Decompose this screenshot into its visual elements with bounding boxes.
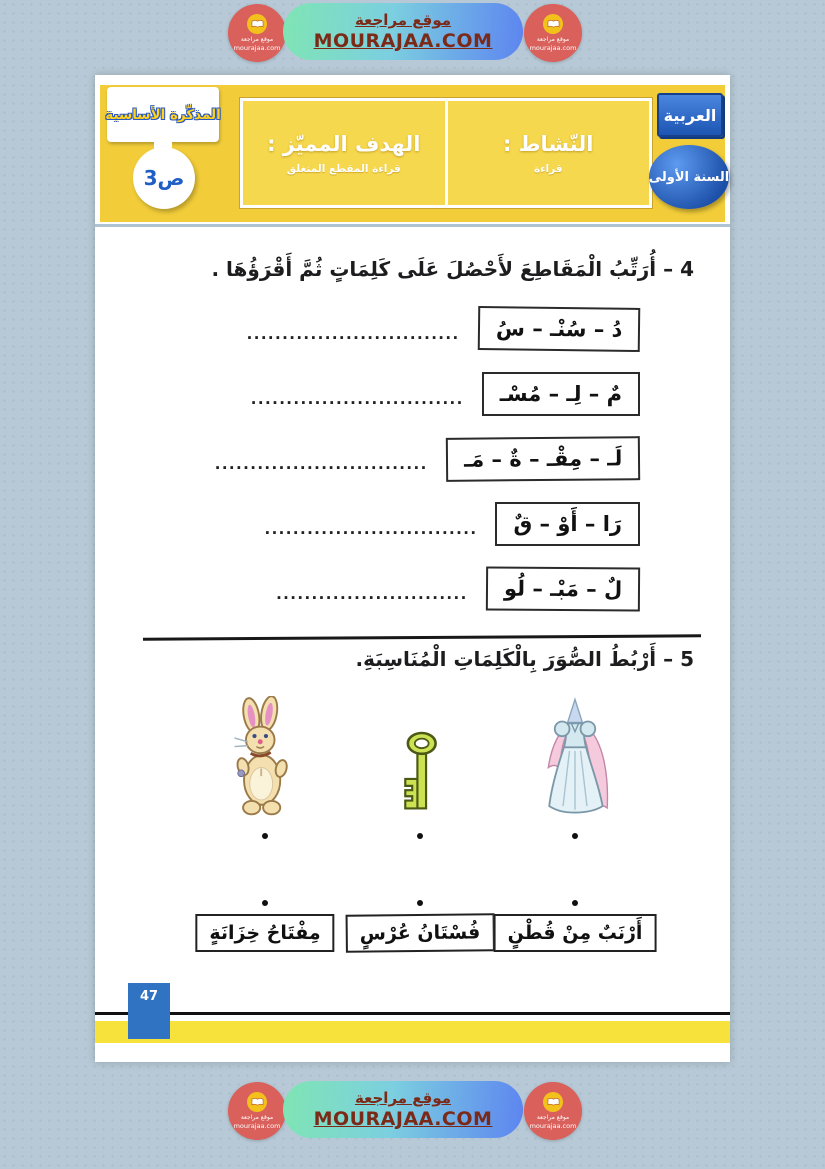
- site-banner-link[interactable]: [283, 1081, 523, 1138]
- syllable-row: [276, 567, 640, 611]
- objective-label: الهدف المميّز :: [267, 131, 421, 156]
- footer-yellow-bar: [95, 1021, 730, 1043]
- answer-line[interactable]: ..............................: [214, 455, 428, 473]
- match-column-key: [345, 692, 495, 962]
- mourajaa-logo-badge: [228, 4, 286, 62]
- syllable-box: لَـ – مِقْـ – ةٌ – مَـ: [445, 436, 640, 482]
- footer-rule: [95, 1012, 730, 1015]
- mourajaa-logo-badge: [524, 1082, 582, 1140]
- site-banner-link[interactable]: [283, 3, 523, 60]
- syllable-row: [247, 307, 640, 351]
- exercise5-title: 5 – أَرْبُطُ الصُّوَرَ بِالْكَلِمَاتِ الْمُنَاسِبَةِ.: [355, 647, 694, 671]
- page-ref-badge: [133, 147, 195, 209]
- exercise4-rows: [215, 307, 640, 611]
- objective-value: قراءة المقطع المنغلق: [286, 162, 401, 175]
- section-divider: [143, 634, 701, 640]
- badge-site-domain: mourajaa.com: [529, 1121, 577, 1130]
- site-domain-text: MOURAJAA.COM: [313, 30, 493, 52]
- syllable-box: لٌ – مَبْـ – لُو: [486, 566, 641, 611]
- dress-image: [500, 692, 650, 820]
- objective-cell: [243, 101, 448, 205]
- site-title-arabic: موقع مراجعة: [354, 1089, 452, 1107]
- badge-site-domain: mourajaa.com: [529, 43, 577, 52]
- notebook-label: المذكّرة الأساسية: [105, 106, 221, 123]
- word-box: أَرْنَبٌ مِنْ قُطْنٍ: [494, 914, 657, 952]
- worksheet-header: [100, 85, 730, 222]
- worksheet-page: [95, 75, 730, 1062]
- match-column-rabbit: [190, 692, 340, 962]
- open-book-icon: [247, 14, 267, 34]
- connector-dot[interactable]: [572, 900, 578, 906]
- connector-dot[interactable]: [572, 833, 578, 839]
- top-banner: [0, 0, 825, 66]
- site-title-arabic: موقع مراجعة: [354, 11, 452, 29]
- page-ref-text: ص3: [143, 166, 185, 190]
- connector-dot[interactable]: [417, 833, 423, 839]
- syllable-row: [251, 372, 640, 416]
- open-book-icon: [543, 1092, 563, 1112]
- grade-button: السنة الأولى: [649, 145, 729, 209]
- answer-line[interactable]: ..............................: [246, 325, 460, 343]
- badge-site-name: موقع مراجعة: [240, 1114, 274, 1122]
- badge-site-name: موقع مراجعة: [536, 36, 570, 44]
- mourajaa-logo-badge: [524, 4, 582, 62]
- connector-dot[interactable]: [417, 900, 423, 906]
- key-image: [345, 692, 495, 820]
- page-number-badge: [128, 983, 170, 1039]
- notebook-badge: [107, 87, 219, 142]
- word-box: مِفْتَاحُ خِزَانَةٍ: [195, 914, 334, 952]
- bottom-banner: [0, 1078, 825, 1144]
- activity-label: النّشاط :: [503, 131, 594, 156]
- badge-site-name: موقع مراجعة: [536, 1114, 570, 1122]
- connector-dot[interactable]: [262, 900, 268, 906]
- answer-line[interactable]: ..............................: [250, 390, 464, 408]
- badge-site-domain: mourajaa.com: [233, 43, 281, 52]
- site-domain-text: MOURAJAA.COM: [313, 1108, 493, 1130]
- answer-line[interactable]: ..............................: [264, 520, 478, 538]
- header-info-box: [240, 98, 652, 208]
- syllable-box: رَا – أَوْ – قٌ: [495, 502, 640, 546]
- answer-line[interactable]: ...........................: [276, 585, 468, 603]
- rabbit-image: [190, 692, 340, 820]
- connector-dot[interactable]: [262, 833, 268, 839]
- exercise4-title: 4 – أُرَتِّبُ الْمَقَاطِعَ لأَحْصُلَ عَلَى كَلِمَاتٍ ثُمَّ أَقْرَؤُهَا .: [211, 257, 694, 281]
- open-book-icon: [247, 1092, 267, 1112]
- activity-cell: [448, 101, 650, 205]
- syllable-row: [264, 502, 640, 546]
- header-divider: [95, 224, 730, 227]
- subject-button: العربية: [657, 93, 723, 137]
- syllable-row: [215, 437, 640, 481]
- open-book-icon: [543, 14, 563, 34]
- mourajaa-logo-badge: [228, 1082, 286, 1140]
- word-box: فُسْتَانُ عُرْسٍ: [346, 913, 495, 953]
- syllable-box: دُ – سُنْـ – سُ: [477, 306, 640, 352]
- activity-value: قراءة: [533, 162, 563, 175]
- page-number: 47: [139, 989, 159, 1004]
- match-column-dress: [500, 692, 650, 962]
- syllable-box: مٌ – لِـ – مُسْـ: [482, 372, 640, 416]
- badge-site-domain: mourajaa.com: [233, 1121, 281, 1130]
- badge-site-name: موقع مراجعة: [240, 36, 274, 44]
